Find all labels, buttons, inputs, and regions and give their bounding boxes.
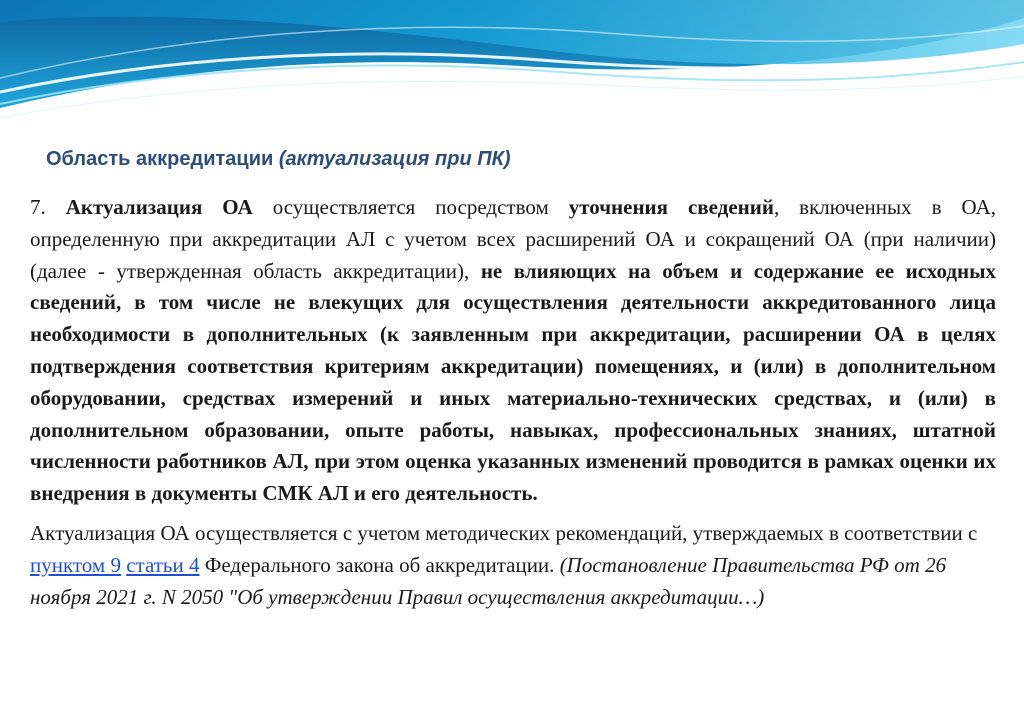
title-main: Область аккредитации <box>46 148 274 170</box>
slide-body <box>30 192 996 613</box>
reference-end: ) <box>757 584 765 609</box>
reference-ellipsis: … <box>738 584 758 609</box>
slide-title <box>46 148 511 171</box>
reference-text: (Постановление Правительства РФ от 26 ноября 2021 г. N 2050 "Об утверждении Правил осуществления аккредитации <box>30 552 947 609</box>
paragraph-actualization <box>30 192 996 510</box>
text-fragment: , включенных в ОА, определенную при аккредитации АЛ с учетом всех расширений ОА и сокращений ОА (при наличии) (далее - утвержденная область аккредитации), <box>30 195 997 283</box>
term-actualization: Актуализация ОА <box>65 195 253 219</box>
text-fragment: осуществляется посредством <box>272 195 549 219</box>
term-clarification: уточнения сведений <box>568 195 774 219</box>
text-fragment: Федерального закона об аккредитации. <box>204 552 555 577</box>
item-number: 7. <box>30 195 46 219</box>
law-article-link[interactable]: статьи 4 <box>126 552 200 577</box>
text-fragment: Актуализация ОА осуществляется с учетом методических рекомендаций, утверждаемых в соответствии с <box>30 520 978 545</box>
paragraph-methodology <box>30 518 996 613</box>
wave-banner <box>0 0 1024 120</box>
title-qualifier: (актуализация при ПК) <box>278 148 511 170</box>
law-point-link[interactable]: пунктом 9 <box>30 552 121 577</box>
condition-text: не влияющих на объем и содержание ее исходных сведений, в том числе не влекущих для осуществления деятельности аккредитованного лица необходимости в дополнительных (к заявленным при аккредитации, расширении ОА в целях подтверждения соответствия критериям аккредитации) помещениях, и (или) в дополнительном оборудовании, средствах измерений и иных материально-технических средствах, и (или) в дополнительном образовании, опыте работы, навыках, профессиональных знаниях, штатной численности работников АЛ, при этом оценка указанных изменений проводится в рамках оценки их внедрения в документы СМК АЛ и его деятельность. <box>30 258 996 506</box>
